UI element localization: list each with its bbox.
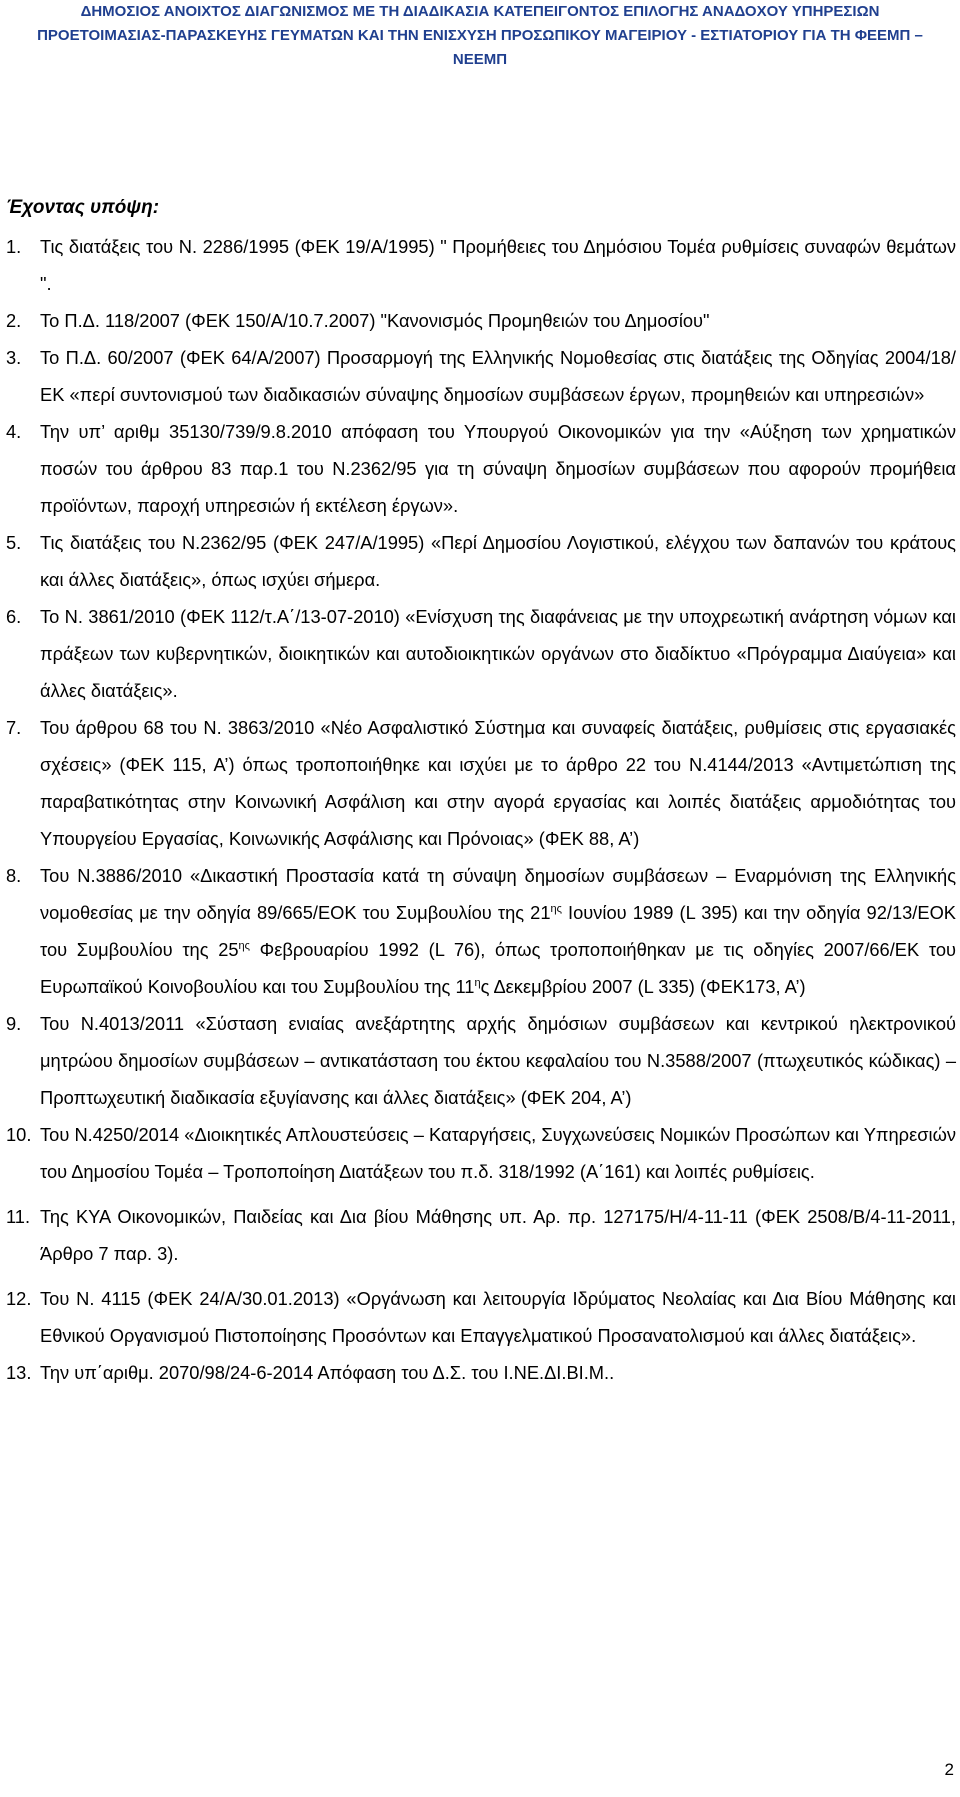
list-item (6, 857, 956, 1005)
legal-basis-list (6, 228, 956, 1391)
list-item (6, 1005, 956, 1116)
item-text: Το Ν. 3861/2010 (ΦΕΚ 112/τ.Α΄/13-07-2010) «Ενίσχυση της διαφάνειας με την υποχρεωτική ανάρτηση νόμων και πράξεων των κυβερνητικών, διοικητικών και αυτοδιοικητικών οργάνων στο διαδίκτυο «Πρόγραμμα Διαύγεια» και άλλες διατάξεις». (40, 606, 956, 701)
item-text: Το Π.Δ. 60/2007 (ΦΕΚ 64/Α/2007) Προσαρμογή της Ελληνικής Νομοθεσίας στις διατάξεις της Οδηγίας 2004/18/ΕΚ «περί συντονισμού των διαδικασιών σύναψης δημοσίων συμβάσεων έργων, προμηθειών και υπηρεσιών» (40, 347, 956, 405)
item-text-part: ς Δεκεμβρίου 2007 (L 335) (ΦΕΚ173, Α’) (480, 976, 806, 997)
item-number: 5. (6, 532, 22, 553)
item-text-part: Του Ν.3886/2010 «Δικαστική Προστασία κατά τη σύναψη δημοσίων συμβάσεων – Εναρμόνιση της Ελληνικής νομοθεσίας με την οδηγία 89/665/ΕΟΚ του Συμβουλίου της 21 (40, 865, 956, 923)
list-item (6, 1116, 956, 1190)
list-item (6, 1280, 956, 1354)
item-number: 4. (6, 421, 22, 442)
item-number: 3. (6, 347, 22, 368)
item-text: Το Π.Δ. 118/2007 (ΦΕΚ 150/Α/10.7.2007) "Κανονισμός Προμηθειών του Δημοσίου" (40, 310, 710, 331)
ordinal-superscript: ης (238, 939, 250, 952)
item-text: Της ΚΥΑ Οικονομικών, Παιδείας και Δια βίου Μάθησης υπ. Αρ. πρ. 127175/Η/4-11-11 (ΦΕΚ 2508/Β/4-11-2011, Άρθρο 7 παρ. 3). (40, 1206, 956, 1264)
header-line-3: ΝΕΕΜΠ (452, 51, 508, 68)
list-item (6, 1198, 956, 1272)
item-text: Του Ν.4250/2014 «Διοικητικές Απλουστεύσεις – Καταργήσεις, Συγχωνεύσεις Νομικών Προσώπων και Υπηρεσιών του Δημοσίου Τομέα – Τροποποίηση Διατάξεων του π.δ. 318/1992 (Α΄161) και λοιπές ρυθμίσεις. (40, 1124, 956, 1182)
item-number: 10. (6, 1124, 32, 1145)
list-item (6, 302, 956, 339)
header-line-2: ΠΡΟΕΤΟΙΜΑΣΙΑΣ-ΠΑΡΑΣΚΕΥΗΣ ΓΕΥΜΑΤΩΝ ΚΑΙ ΤΗΝ ΕΝΙΣΧΥΣΗ ΠΡΟΣΩΠΙΚΟΥ ΜΑΓΕΙΡΙΟΥ - ΕΣΤΙΑΤΟΡΙΟΥ ΓΙΑ ΤΗ ΦΕΕΜΠ – (37, 27, 923, 44)
item-text-part: Ιουνίου 1989 (L 395) και την οδηγία 92/13/ΕΟΚ του Συμβουλίου της 25 (40, 902, 956, 960)
ordinal-superscript: η (474, 976, 481, 989)
item-text: Την υπ΄αριθμ. 2070/98/24-6-2014 Απόφαση του Δ.Σ. του Ι.ΝΕ.ΔΙ.ΒΙ.Μ.. (40, 1362, 615, 1383)
item-number: 8. (6, 865, 22, 886)
list-item (6, 598, 956, 709)
item-text: Τις διατάξεις του Ν. 2286/1995 (ΦΕΚ 19/Α/1995) " Προμήθειες του Δημόσιου Τομέα ρυθμίσεις συναφών θεμάτων ". (40, 236, 956, 294)
item-text-part: Φεβρουαρίου 1992 (L 76), όπως τροποποιήθηκαν με τις οδηγίες 2007/66/ΕΚ του Ευρωπαϊκού Κοινοβουλίου και του Συμβουλίου της 11 (40, 939, 956, 997)
header-line-1: ΔΗΜΟΣΙΟΣ ΑΝΟΙΧΤΟΣ ΔΙΑΓΩΝΙΣΜΟΣ ΜΕ ΤΗ ΔΙΑΔΙΚΑΣΙΑ ΚΑΤΕΠΕΙΓΟΝΤΟΣ ΕΠΙΛΟΓΗΣ ΑΝΑΔΟΧΟΥ ΥΠΗΡΕΣΙΩΝ (80, 3, 880, 20)
list-item (6, 339, 956, 413)
item-number: 13. (6, 1362, 32, 1383)
item-number: 9. (6, 1013, 22, 1034)
item-number: 1. (6, 236, 22, 257)
item-number: 12. (6, 1288, 32, 1309)
item-text: Του Ν.4013/2011 «Σύσταση ενιαίας ανεξάρτητης αρχής δημόσιων συμβάσεων και κεντρικού ηλεκτρονικού μητρώου δημοσίων συμβάσεων – αντικατάσταση του έκτου κεφαλαίου του Ν.3588/2007 (πτωχευτικός κώδικας) – Προπτωχευτική διαδικασία εξυγίανσης και άλλες διατάξεις» (ΦΕΚ 204, Α’) (40, 1013, 956, 1108)
list-item (6, 709, 956, 857)
item-text: Την υπ’ αριθμ 35130/739/9.8.2010 απόφαση του Υπουργού Οικονομικών για την «Αύξηση των χρηματικών ποσών του άρθρου 83 παρ.1 του Ν.2362/95 για τη σύναψη δημοσίων συμβάσεων που αφορούν προμήθεια προϊόντων, παροχή υπηρεσιών ή εκτέλεση έργων». (40, 421, 956, 516)
item-text: Του Ν. 4115 (ΦΕΚ 24/Α/30.01.2013) «Οργάνωση και λειτουργία Ιδρύματος Νεολαίας και Δια Βίου Μάθησης και Εθνικού Οργανισμού Πιστοποίησης Προσόντων και Επαγγελματικού Προσανατολισμού και άλλες διατάξεις». (40, 1288, 956, 1346)
section-heading: Έχοντας υπόψη: (6, 197, 160, 218)
list-item (6, 524, 956, 598)
list-item (6, 413, 956, 524)
item-text (40, 857, 956, 1005)
item-text: Του άρθρου 68 του Ν. 3863/2010 «Νέο Ασφαλιστικό Σύστημα και συναφείς διατάξεις, ρυθμίσεις στις εργασιακές σχέσεις» (ΦΕΚ 115, Α’) όπως τροποποιήθηκε και ισχύει με το άρθρο 22 του Ν.4144/2013 «Αντιμετώπιση της παραβατικότητας στην Κοινωνική Ασφάλιση και στην αγορά εργασίας και λοιπές διατάξεις αρμοδιότητας του Υπουργείου Εργασίας, Κοινωνικής Ασφάλισης και Πρόνοιας» (ΦΕΚ 88, Α’) (40, 717, 956, 849)
item-number: 2. (6, 310, 22, 331)
item-number: 6. (6, 606, 22, 627)
list-item (6, 228, 956, 302)
document-header (20, 0, 940, 72)
item-number: 11. (6, 1206, 31, 1227)
item-number: 7. (6, 717, 22, 738)
item-text: Τις διατάξεις του Ν.2362/95 (ΦΕΚ 247/Α/1995) «Περί Δημοσίου Λογιστικού, ελέγχου των δαπανών του κράτους και άλλες διατάξεις», όπως ισχύει σήμερα. (40, 532, 956, 590)
list-item (6, 1354, 956, 1391)
ordinal-superscript: ης (550, 902, 562, 915)
page-number: 2 (944, 1760, 954, 1779)
